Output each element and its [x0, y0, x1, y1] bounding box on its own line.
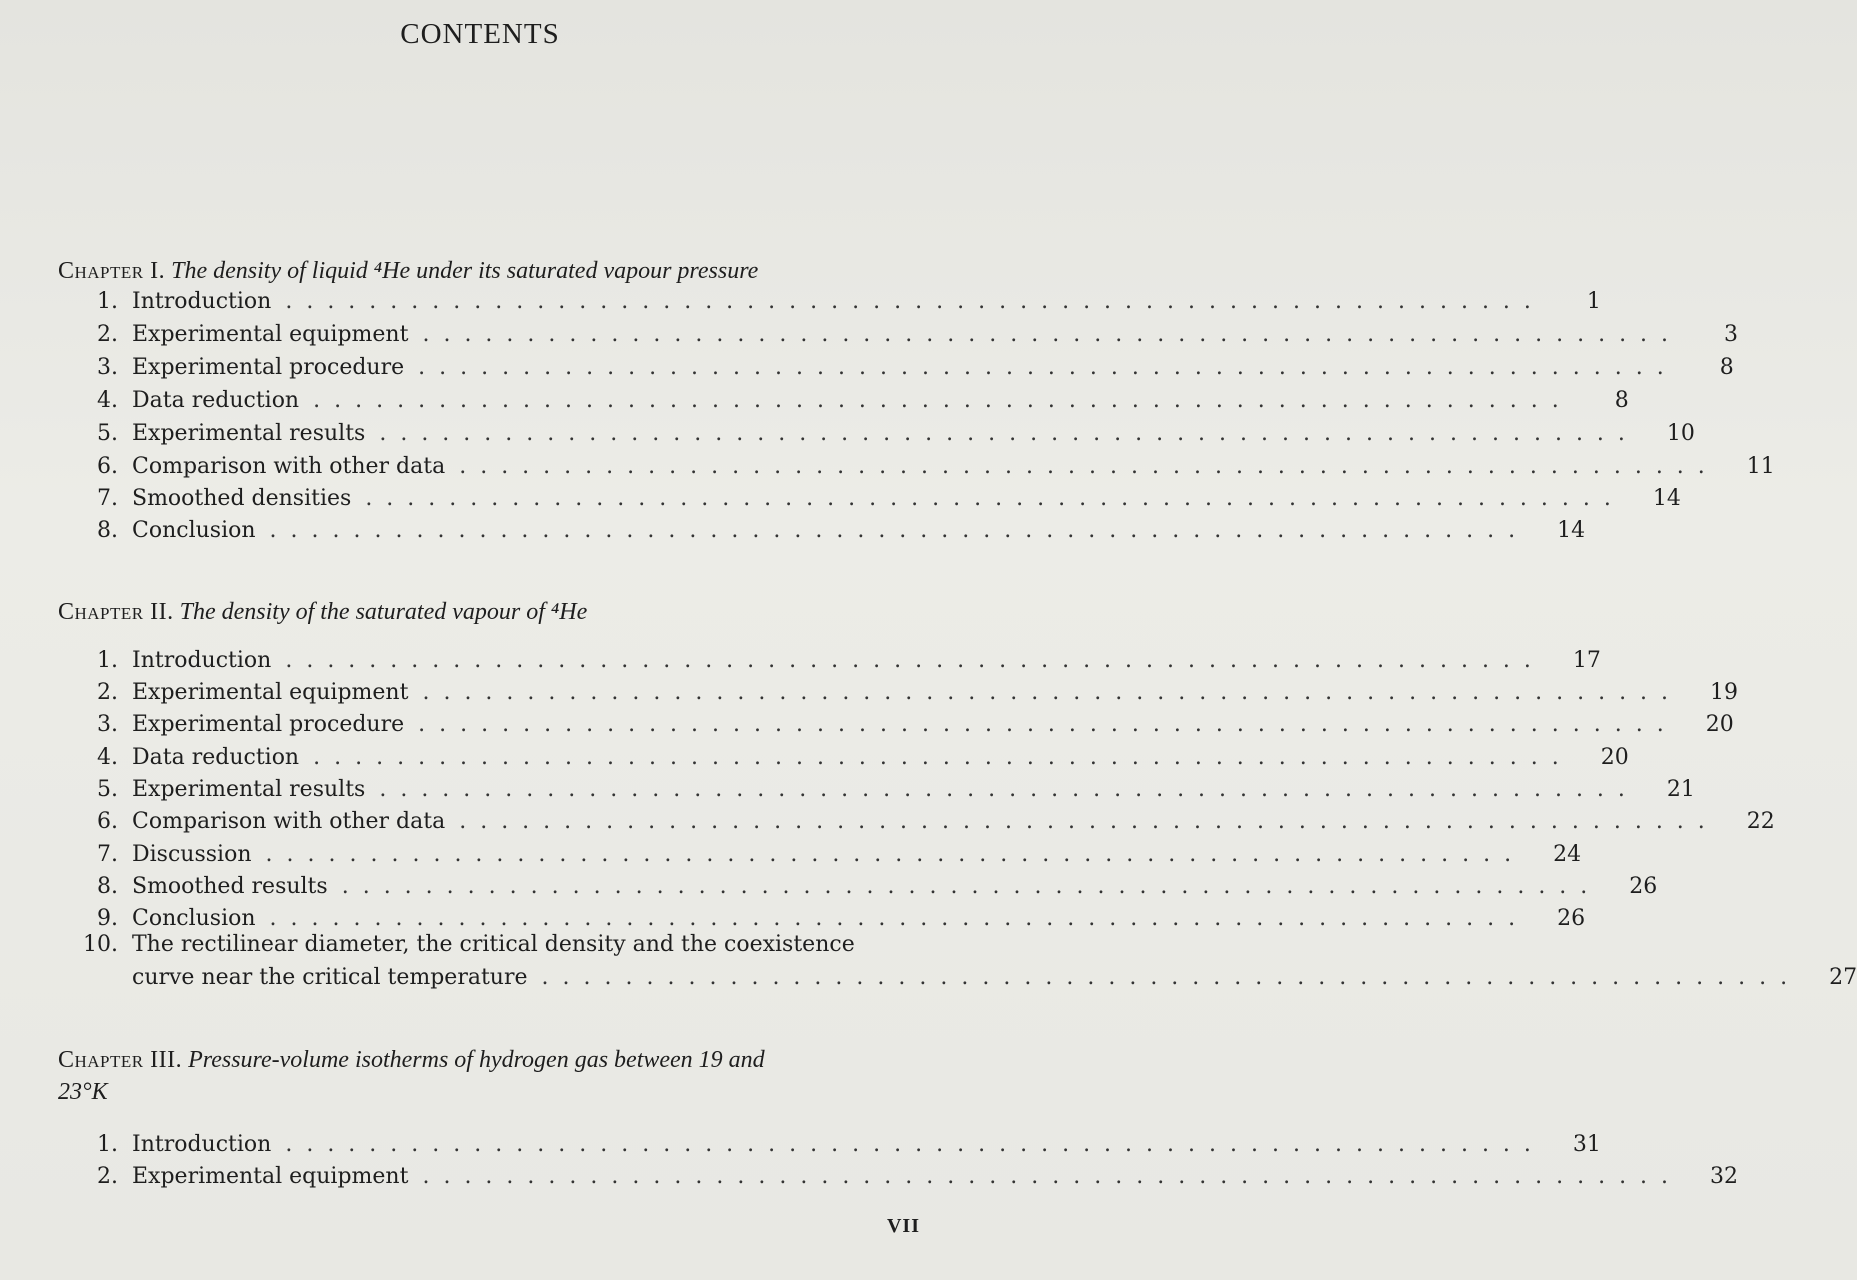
toc-entry[interactable]: [70, 318, 1739, 351]
leader-dots: ............................................................: [379, 421, 1639, 446]
leader-dots: ............................................................: [422, 322, 1683, 347]
entry-title: Experimental equipment: [132, 322, 409, 347]
toc-entry[interactable]: [70, 482, 1681, 515]
entry-page: 26: [1629, 874, 1658, 899]
entry-title: Experimental equipment: [132, 1164, 409, 1189]
entry-page: 32: [1710, 1164, 1739, 1189]
entry-page: 14: [1557, 518, 1586, 543]
leader-dots: ............................................................: [418, 712, 1678, 737]
entry-number: 5.: [97, 777, 118, 802]
leader-dots: ............................................................: [285, 1132, 1545, 1157]
entry-title: Experimental procedure: [132, 712, 405, 737]
entry-title: Conclusion: [132, 906, 256, 931]
entry-title: Data reduction: [132, 745, 300, 770]
leader-dots: ............................................................: [265, 842, 1526, 867]
chapter-label: Chapter II.: [58, 599, 174, 625]
toc-entry[interactable]: [70, 676, 1739, 709]
entry-number: 9.: [97, 906, 118, 931]
entry-title: Smoothed densities: [132, 486, 352, 511]
entry-number: 5.: [97, 421, 118, 446]
entry-page: 24: [1553, 842, 1582, 867]
leader-dots: ............................................................: [418, 355, 1678, 380]
entry-title: Discussion: [132, 842, 252, 867]
chapter-heading: [58, 1044, 938, 1108]
entry-number: 1.: [97, 648, 118, 673]
entry-number: 10.: [83, 932, 118, 957]
toc-entry[interactable]: [70, 285, 1601, 318]
entry-title: Introduction: [132, 1132, 272, 1157]
toc-entry[interactable]: [70, 838, 1582, 871]
entry-page: 26: [1557, 906, 1586, 931]
entry-number: 8.: [97, 874, 118, 899]
entry-title: Experimental results: [132, 777, 366, 802]
leader-dots: ............................................................: [422, 1164, 1683, 1189]
entry-page: 10: [1666, 421, 1695, 446]
entry-title: Comparison with other data: [132, 809, 446, 834]
entry-page: 20: [1705, 712, 1734, 737]
leader-dots: ............................................................: [541, 965, 1802, 990]
leader-dots: ............................................................: [422, 680, 1683, 705]
entry-number: 3.: [97, 355, 118, 380]
leader-dots: ............................................................: [313, 745, 1573, 770]
entry-number: 3.: [97, 712, 118, 737]
entry-page: 3: [1724, 322, 1739, 347]
entry-title: Experimental results: [132, 421, 366, 446]
toc-entry[interactable]: [70, 514, 1586, 547]
leader-dots: ............................................................: [341, 874, 1602, 899]
page-number: VII: [886, 1215, 920, 1237]
entry-page: 1: [1586, 289, 1601, 314]
entry-page: 27: [1829, 965, 1857, 990]
toc-entry[interactable]: [70, 773, 1695, 806]
entry-number: 2.: [97, 1164, 118, 1189]
entry-title: Experimental procedure: [132, 355, 405, 380]
toc-entry[interactable]: [70, 1128, 1601, 1161]
entry-page: 8: [1719, 355, 1734, 380]
entry-title: Smoothed results: [132, 874, 328, 899]
chapter-heading: [58, 255, 938, 287]
entry-page: 8: [1614, 388, 1629, 413]
entry-number: 4.: [97, 388, 118, 413]
chapter-title: The density of liquid ⁴He under its saturated vapour pressure: [171, 258, 759, 284]
entry-number: 6.: [97, 454, 118, 479]
entry-title: Introduction: [132, 648, 272, 673]
entry-number: 7.: [97, 842, 118, 867]
entry-page: 14: [1652, 486, 1681, 511]
toc-entry[interactable]: [70, 741, 1629, 774]
leader-dots: ............................................................: [269, 906, 1530, 931]
entry-number: 6.: [97, 809, 118, 834]
leader-dots: ............................................................: [365, 486, 1625, 511]
toc-entry[interactable]: [70, 450, 1775, 483]
entry-number: 4.: [97, 745, 118, 770]
entry-title: Data reduction: [132, 388, 300, 413]
entry-number: 8.: [97, 518, 118, 543]
leader-dots: ............................................................: [459, 454, 1719, 479]
leader-dots: ............................................................: [379, 777, 1639, 802]
leader-dots: ............................................................: [285, 289, 1545, 314]
toc-entry[interactable]: [70, 870, 1658, 903]
entry-number: 1.: [97, 289, 118, 314]
entry-page: 21: [1666, 777, 1695, 802]
toc-entry[interactable]: [70, 644, 1601, 677]
entry-page: 31: [1572, 1132, 1601, 1157]
entry-title: Introduction: [132, 289, 272, 314]
chapter-label: Chapter I.: [58, 258, 166, 284]
toc-entry[interactable]: [70, 417, 1695, 450]
toc-entry[interactable]: [70, 384, 1629, 417]
toc-entry[interactable]: [70, 708, 1734, 741]
entry-page: 11: [1746, 454, 1775, 479]
entry-number: 2.: [97, 680, 118, 705]
toc-entry[interactable]: [70, 805, 1775, 838]
leader-dots: ............................................................: [459, 809, 1719, 834]
entry-title: Conclusion: [132, 518, 256, 543]
chapter-title: The density of the saturated vapour of ⁴He: [179, 599, 588, 625]
entry-page: 20: [1600, 745, 1629, 770]
toc-entry[interactable]: [70, 928, 1857, 994]
page-title: CONTENTS: [400, 18, 560, 50]
entry-title: Comparison with other data: [132, 454, 446, 479]
leader-dots: ............................................................: [285, 648, 1545, 673]
leader-dots: ............................................................: [313, 388, 1573, 413]
chapter-title: Pressure-volume isotherms of hydrogen gas between 19 and: [188, 1047, 765, 1073]
toc-entry[interactable]: [70, 1160, 1739, 1193]
entry-page: 19: [1710, 680, 1739, 705]
chapter-title-continued: 23°K: [58, 1079, 108, 1105]
chapter-label: Chapter III.: [58, 1047, 183, 1073]
chapter-heading: [58, 596, 938, 628]
entry-page: 17: [1572, 648, 1601, 673]
entry-number: 7.: [97, 486, 118, 511]
entry-title-continued: curve near the critical temperature: [132, 965, 528, 990]
entry-page: 22: [1746, 809, 1775, 834]
entry-number: 1.: [97, 1132, 118, 1157]
leader-dots: ............................................................: [269, 518, 1530, 543]
toc-entry[interactable]: [70, 351, 1734, 384]
entry-title: Experimental equipment: [132, 680, 409, 705]
entry-number: 2.: [97, 322, 118, 347]
entry-title: The rectilinear diameter, the critical density and the coexistence: [132, 932, 855, 957]
